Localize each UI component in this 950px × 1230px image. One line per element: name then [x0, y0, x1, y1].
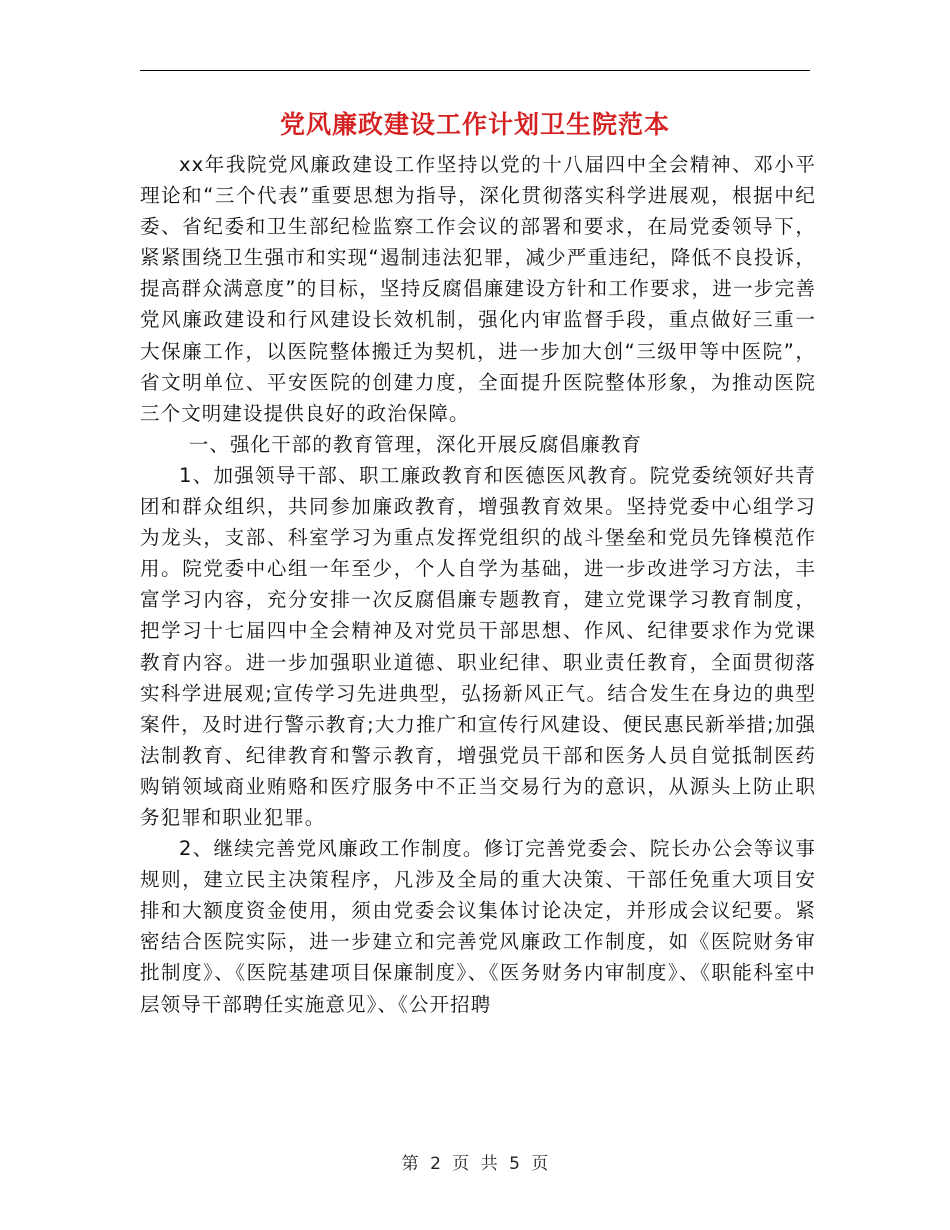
document-title: 党风廉政建设工作计划卫生院范本 [279, 110, 670, 139]
header-rule [140, 70, 810, 71]
item-2-paragraph: 2、继续完善党风廉政工作制度。修订完善党委会、院长办公会等议事规则，建立民主决策程序，凡涉及全局的重大决策、干部任免重大项目安排和大额度资金使用，须由党委会议集体讨论决定，并形成会议纪要。紧密结合医院实际，进一步建立和完善党风廉政工作制度，如《医院财务审批制度》、《医院基建项目保廉制度》、《医务财务内审制度》、《职能科室中层领导干部聘任实施意见》、《公开招聘 [140, 837, 816, 1016]
intro-paragraph: xx年我院党风廉政建设工作坚持以党的十八届四中全会精神、邓小平理论和“三个代表”重要思想为指导，深化贯彻落实科学进展观，根据中纪委、省纪委和卫生部纪检监察工作会议的部署和要求，在局党委领导下，紧紧围绕卫生强市和实现“遏制违法犯罪，减少严重违纪，降低不良投诉，提高群众满意度”的目标，坚持反腐倡廉建设方针和工作要求，进一步完善党风廉政建设和行风建设长效机制，强化内审监督手段，重点做好三重一大保廉工作，以医院整体搬迁为契机，进一步加大创“三级甲等中医院”，省文明单位、平安医院的创建力度，全面提升医院整体形象，为推动医院三个文明建设提供良好的政治保障。 [140, 153, 816, 425]
page-number: 第 2 页 共 5 页 [401, 1154, 549, 1174]
section-heading: 一、强化干部的教育管理，深化开展反腐倡廉教育 [188, 432, 642, 456]
item-1-paragraph: 1、加强领导干部、职工廉政教育和医德医风教育。院党委统领好共青团和群众组织，共同参加廉政教育，增强教育效果。坚持党委中心组学习为龙头，支部、科室学习为重点发挥党组织的战斗堡垒和党员先锋模范作用。院党委中心组一年至少，个人自学为基础，进一步改进学习方法，丰富学习内容，充分安排一次反腐倡廉专题教育，建立党课学习教育制度，把学习十七届四中全会精神及对党员干部思想、作风、纪律要求作为党课教育内容。进一步加强职业道德、职业纪律、职业责任教育，全面贯彻落实科学进展观;宣传学习先进典型，弘扬新风正气。结合发生在身边的典型案件，及时进行警示教育;大力推广和宣传行风建设、便民惠民新举措;加强法制教育、纪律教育和警示教育，增强党员干部和医务人员自觉抵制医药购销领域商业贿赂和医疗服务中不正当交易行为的意识，从源头上防止职务犯罪和职业犯罪。 [140, 463, 816, 829]
document-body [140, 149, 816, 1020]
